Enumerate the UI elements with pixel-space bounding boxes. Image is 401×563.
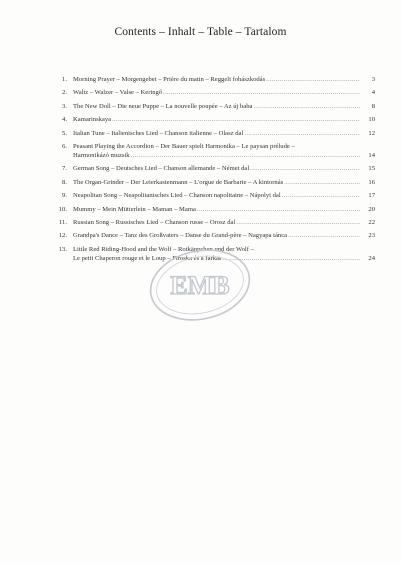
toc-entry-line bbox=[73, 164, 375, 173]
page-title: Contents – Inhalt – Table – Tartalom bbox=[114, 26, 287, 38]
dot-leader bbox=[197, 205, 360, 214]
toc-entry-page-number: 10 bbox=[368, 116, 375, 124]
toc-entry-title: Neapolitan Song – Neapolitanisches Lied – Chanson napolitaine – Nápolyi dal bbox=[73, 192, 281, 200]
toc-entry-title: The New Doll – Die neue Puppe – La nouvelle poupée – Az új baba bbox=[73, 102, 253, 110]
toc-entry-line-continued bbox=[73, 142, 375, 151]
toc-entry-title: Waltz – Walzer – Valse – Keringő bbox=[73, 89, 163, 97]
toc-entry-page-number: 20 bbox=[368, 205, 375, 213]
toc-entry-number: 1. bbox=[62, 76, 67, 83]
toc-entry-page-number: 8 bbox=[371, 102, 375, 110]
toc-entry-title: Grandpa's Dance – Tanz des Großvaters – Danse du Grand-père – Nagyapa tánca bbox=[73, 232, 288, 240]
toc-entry-number: 5. bbox=[62, 129, 67, 137]
toc-entry bbox=[55, 129, 375, 138]
toc-entry-title: Kamarinskaya bbox=[73, 116, 112, 124]
toc-entry-line bbox=[73, 218, 375, 227]
toc-entry-page-number: 24 bbox=[368, 254, 375, 262]
toc-entry-title: Harmonikázó muzsik bbox=[73, 151, 130, 159]
toc-entry-line bbox=[73, 191, 375, 200]
toc-entry-number: 10. bbox=[58, 205, 67, 213]
toc-entry-title: German Song – Deutsches Lied – Chanson allemande – Német dal bbox=[73, 165, 250, 173]
toc-entry-number: 12. bbox=[58, 232, 67, 240]
toc-entry-number: 3. bbox=[62, 102, 67, 110]
toc-entry-page-number: 17 bbox=[368, 192, 375, 200]
toc-entry bbox=[55, 191, 375, 200]
toc-entry bbox=[55, 115, 375, 124]
toc-entry bbox=[55, 75, 375, 84]
toc-entry bbox=[55, 231, 375, 240]
dot-leader bbox=[266, 75, 360, 84]
toc-entry-number: 7. bbox=[62, 165, 67, 173]
toc-entry-title: Morning Prayer – Morgengebet – Prière du matin – Reggeli fohászkodás bbox=[73, 76, 266, 83]
toc-entry-page-number: 22 bbox=[368, 218, 375, 226]
emb-logo-icon bbox=[145, 245, 255, 325]
toc-entry-page-number: 4 bbox=[371, 89, 375, 97]
toc-entry bbox=[55, 205, 375, 214]
dot-leader bbox=[282, 191, 360, 200]
toc-entry-number: 13. bbox=[58, 245, 67, 253]
emb-logo-watermark bbox=[145, 245, 255, 325]
dot-leader bbox=[236, 218, 360, 227]
toc-entry bbox=[55, 218, 375, 227]
toc-entry-line bbox=[73, 178, 375, 187]
toc-entry-page-number: 14 bbox=[368, 151, 375, 159]
table-of-contents bbox=[55, 75, 375, 263]
toc-entry-number: 2. bbox=[62, 89, 67, 97]
toc-entry-number: 4. bbox=[62, 116, 67, 124]
toc-entry-page-number: 15 bbox=[368, 165, 375, 173]
toc-entry-number: 6. bbox=[62, 142, 67, 150]
toc-entry-number: 9. bbox=[62, 192, 67, 200]
toc-entry-title: Little Red Riding-Hood and the Wolf – Rotkäppchen und der Wolf – bbox=[73, 245, 254, 253]
toc-entry bbox=[55, 102, 375, 111]
toc-entry-page-number: 23 bbox=[368, 232, 375, 240]
watermark-text: EMB bbox=[170, 271, 230, 300]
toc-entry-line bbox=[73, 115, 375, 124]
dot-leader bbox=[253, 102, 360, 111]
toc-entry-page-number: 12 bbox=[368, 129, 375, 137]
dot-leader bbox=[244, 129, 360, 138]
toc-entry-line bbox=[73, 102, 375, 111]
toc-entry-line bbox=[73, 75, 375, 84]
toc-entry bbox=[55, 88, 375, 97]
toc-entry-page-number: 3 bbox=[371, 76, 375, 83]
toc-entry-title: Peasant Playing the Accordion – Der Bauer spielt Harmonika – Le paysan prélude – bbox=[73, 142, 295, 150]
dot-leader bbox=[284, 178, 360, 187]
toc-entry-title: The Organ-Grinder – Der Leierkastenmann – L'orgue de Barbarie – A kintornás bbox=[73, 178, 284, 186]
dot-leader bbox=[112, 115, 360, 124]
toc-entry bbox=[55, 164, 375, 173]
toc-entry bbox=[55, 142, 375, 160]
toc-entry-page-number: 16 bbox=[368, 178, 375, 186]
toc-entry-title: Italian Tune – Italienisches Lied – Chanson italienne – Olasz dal bbox=[73, 129, 244, 137]
toc-entry-line bbox=[73, 151, 375, 160]
toc-entry-line bbox=[73, 129, 375, 138]
toc-entry-number: 8. bbox=[62, 178, 67, 186]
toc-entry-line bbox=[73, 205, 375, 214]
toc-entry-title: Mummy – Mein Mütterlein – Maman – Mama bbox=[73, 205, 196, 213]
dot-leader bbox=[131, 151, 360, 160]
toc-entry-title: Le petit Chaperon rouge et le Loup – Piroska és a farkas bbox=[73, 254, 222, 262]
dot-leader bbox=[250, 164, 360, 173]
toc-entry bbox=[55, 178, 375, 187]
toc-entry-line bbox=[73, 88, 375, 97]
dot-leader bbox=[288, 231, 360, 240]
toc-entry-number: 11. bbox=[59, 218, 67, 226]
dot-leader bbox=[163, 88, 360, 97]
toc-entry-title: Russian Song – Russisches Lied – Chanson russe – Orosz dal bbox=[73, 218, 236, 226]
toc-entry-line bbox=[73, 231, 375, 240]
